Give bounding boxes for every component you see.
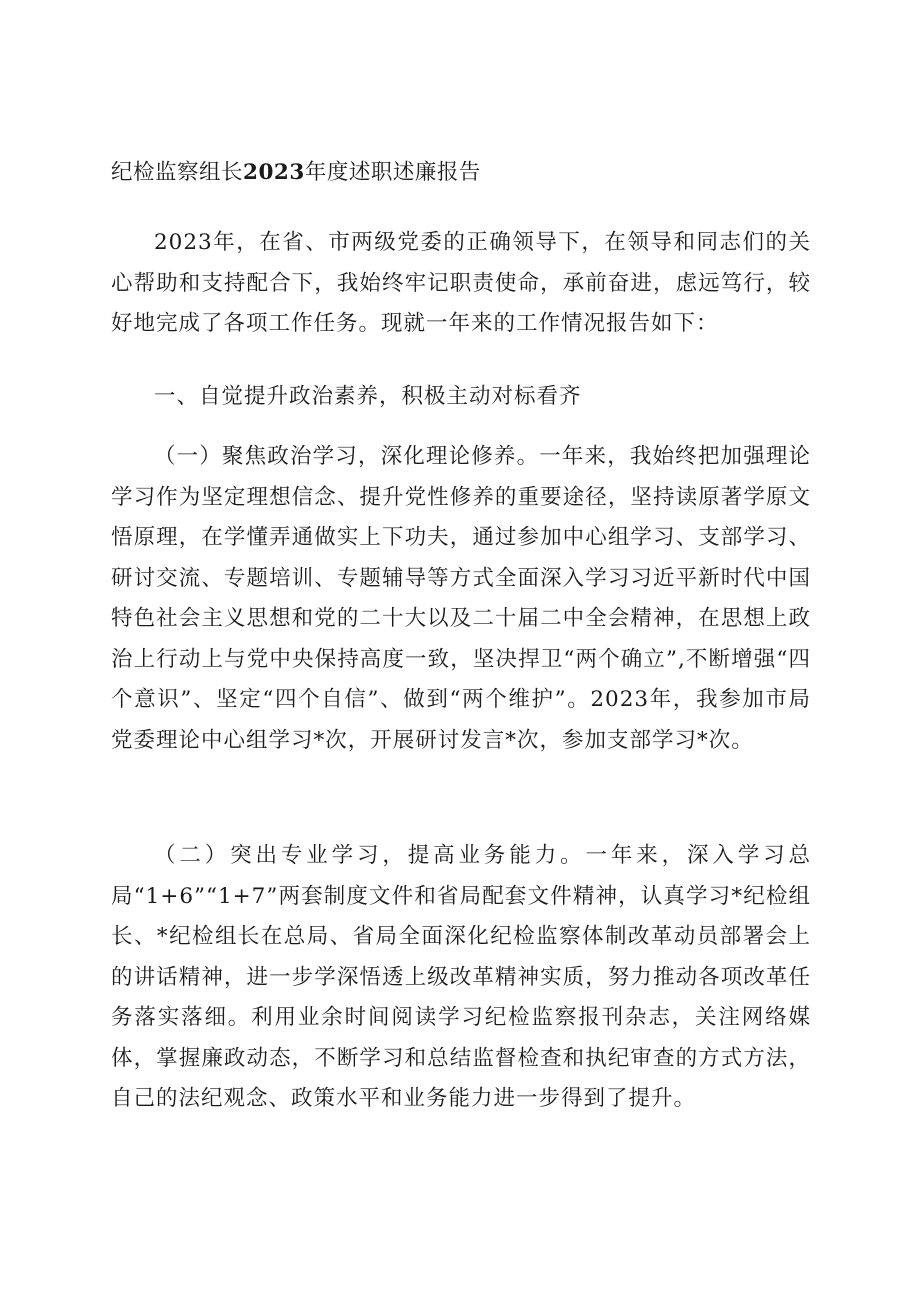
intro-paragraph: 2023年，在省、市两级党委的正确领导下，在领导和同志们的关心帮助和支持配合下，我始终牢记职责使命，承前奋进，虑远笃行，较好地完成了各项工作任务。现就一年来的工作情况报告如下： (111, 230, 811, 336)
section1-item2-paragraph: （二）突出专业学习，提高业务能力。一年来，深入学习总局“1+6”“1+7”两套制度文件和省局配套文件精神，认真学习*纪检组长、*纪检组长在总局、省局全面深化纪检监察体制改革动员部署会上的讲话精神，进一步学深悟透上级改革精神实质，努力推动各项改革任务落实落细。利用业余时间阅读学习纪检监察报刊杂志，关注网络媒体，掌握廉政动态，不断学习和总结监督检查和执纪审查的方式方法，自己的法纪观念、政策水平和业务能力进一步得到了提升。 (111, 843, 811, 1111)
title-prefix: 纪检监察组长 (111, 160, 244, 185)
title-year: 2023 (243, 160, 305, 185)
title-suffix: 年度述职述廉报告 (304, 160, 481, 185)
document-title (111, 158, 481, 188)
section1-heading: 一、自觉提升政治素养，积极主动对标看齐 (154, 384, 582, 409)
section1-item1-paragraph: （一）聚焦政治学习，深化理论修养。一年来，我始终把加强理论学习作为坚定理想信念、提升党性修养的重要途径，坚持读原著学原文悟原理，在学懂弄通做实上下功夫，通过参加中心组学习、支部学习、研讨交流、专题培训、专题辅导等方式全面深入学习习近平新时代中国特色社会主义思想和党的二十大以及二十届二中全会精神，在思想上政治上行动上与党中央保持高度一致，坚决捍卫“两个确立”,不断增强“四个意识”、坚定“四个自信”、做到“两个维护”。2023年，我参加市局党委理论中心组学习*次，开展研讨发言*次，参加支部学习*次。 (111, 444, 811, 753)
